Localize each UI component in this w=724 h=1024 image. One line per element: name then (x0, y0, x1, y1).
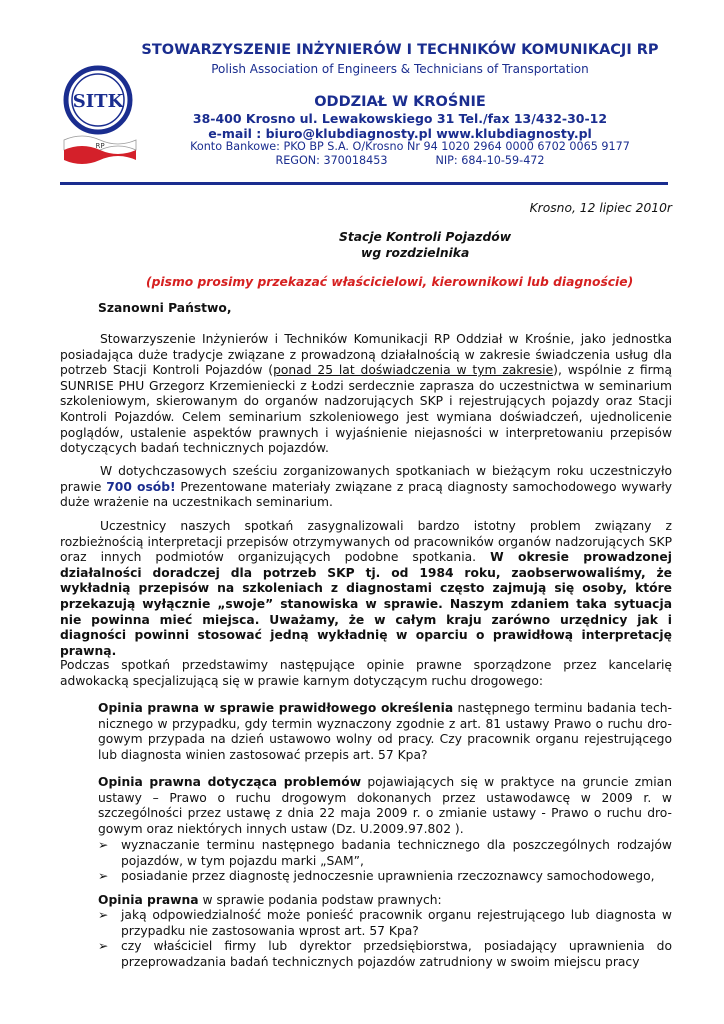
regon-nip (110, 154, 710, 167)
list-item: ➢ czy właściciel firmy lub dyrektor przedsiębiorstwa, posiadający uprawnienia do przeprowadzania badań technicznych pojazdów zatrudniony w swoim miejscu pracy (98, 939, 672, 969)
opinion-3: Opinia prawna w sprawie podania podstaw prawnych: (98, 893, 442, 907)
address: 38-400 Krosno ul. Lewakowskiego 31 Tel./fax 13/432-30-12 (192, 111, 608, 126)
forward-note: (pismo prosimy przekazać właścicielowi, kierownikowi lub diagnoście) (146, 275, 634, 289)
bullet-arrow-icon: ➢ (98, 869, 109, 883)
header-divider (60, 182, 668, 185)
logo-sub: RP (95, 142, 105, 150)
list-item: ➢ posiadanie przez diagnostę jednoczesnie uprawnienia rzeczoznawcy samochodowego, (98, 869, 655, 883)
paragraph-3: Uczestnicy naszych spotkań zasygnalizowali bardzo istotny problem związany z rozbieżnością interpretacji przepisów otrzymywanych od pracowników organów nadzorujących SKP oraz innych podmiotów organizujących podobne spotkania. W okresie prowadzonej działalności doradczej dla potrzeb SKP tj. od 1984 roku, zaobserwowaliśmy, że wykładnią przepisów na szkoleniach z diagnostami często zajmują się osoby, które przekazują wyłącznie „swoje” stanowiska w sprawie. Naszym zdaniem taka sytuacja nie powinna mieć miejsca. Uważamy, że w całym kraju zarówno urzędnicy jak i diagności powinni stosować jedną wykładnię w oparciu o prawidłową interpretację prawną. (60, 519, 672, 658)
bank-account: Konto Bankowe: PKO BP S.A. O/Krosno Nr 94 1020 2964 0000 6702 0065 9177 (190, 140, 630, 153)
opinion-2: Opinia prawna dotycząca problemów pojawiających się w praktyce na gruncie zmian ustawy – Prawo o ruchu drogowym dokonanych przez ustawodawcę w 2009 r. w szczególności przez ustawę z dnia 22 maja 2009 r. o zmianie ustawy - Prawo o ruchu dro-gowym oraz niektórych innych ustaw (Dz. U.2009.97.802 ). (98, 775, 672, 836)
bullet-arrow-icon: ➢ (98, 908, 109, 922)
bullet-arrow-icon: ➢ (98, 939, 109, 953)
letter-date: Krosno, 12 lipiec 2010r (529, 201, 672, 215)
recipient-line-1: Stacje Kontroli Pojazdów (339, 230, 512, 244)
paragraph-1: Stowarzyszenie Inżynierów i Techników Komunikacji RP Oddział w Krośnie, jako jednostka posiadająca duże tradycje związane z prowadzoną działalnością w zakresie świadczenia usług dla potrzeb Stacji Kontroli Pojazdów (ponad 25 lat doświadczenia w tym zakresie), wspólnie z firmą SUNRISE PHU Grzegorz Krzemieniecki z Łodzi serdecznie zaprasza do uczestnictwa w seminarium szkoleniowym, skierowanym do organów nadzorujących SKP i rejestrujących pojazdy oraz Stacji Kontroli Pojazdów. Celem seminarium szkoleniowego jest wymiana doświadczeń, ujednolicenie poglądów, ustalenie aspektów prawnych i wyjaśnienie niejasności w interpretowaniu przepisów dotyczących badań technicznych pojazdów. (60, 332, 672, 456)
regon: REGON: 370018453 (275, 154, 388, 167)
nip: NIP: 684-10-59-472 (435, 154, 545, 167)
list-item: ➢ wyznaczanie terminu następnego badania technicznego dla poszczególnych rodzajów pojazdów, w tym pojazdu marki „SAM”, (98, 838, 672, 868)
org-name-en: Polish Association of Engineers & Technicians of Transportation (211, 62, 589, 76)
recipient-line-2: wg rozdzielnika (361, 246, 470, 260)
paragraph-2: W dotychczasowych sześciu zorganizowanych spotkaniach w bieżącym roku uczestniczyło prawie 700 osób! Prezentowane materiały związane z pracą diagnosty samochodowego wywarły duże wrażenie na uczestnikach seminarium. (60, 464, 672, 510)
paragraph-4: Podczas spotkań przedstawimy następujące opinie prawne sporządzone przez kancelarię adwokacką specjalizującą się w prawie karnym dotyczącym ruchu drogowego: (60, 658, 672, 688)
list-item: ➢ jaką odpowiedzialność może ponieść pracownik organu rejestrującego lub diagnosta w przypadku nie zastosowania wprost art. 57 Kpa? (98, 908, 672, 938)
paragraph-3-bold: W okresie prowadzonej działalności doradczej dla potrzeb SKP tj. od 1984 roku, zaobserwowaliśmy, że wykładnią przepisów na szkoleniach z diagnostami często zajmują się osoby, które przekazują wyłącznie „swoje” stanowiska w sprawie. Naszym zdaniem taka sytuacja nie powinna mieć miejsca. Uważamy, że w całym kraju zarówno urzędnicy jak i diagności powinni stosować jedną wykładnię w oparciu o prawidłową interpretację prawną. (60, 550, 672, 658)
logo-letters: SITK (72, 91, 124, 112)
opinion-1: Opinia prawna w sprawie prawidłowego określenia następnego terminu badania tech-nicznego w przypadku, gdy termin wyznaczony zgodnie z art. 81 ustawy Prawo o ruchu dro-gowym przypada na dzień ustawowo wolny od pracy. Czy pracownik organu rejestrującego lub diagnosta winien zastosować przepis art. 57 Kpa? (98, 701, 672, 762)
bullet-arrow-icon: ➢ (98, 838, 109, 852)
branch-name: ODDZIAŁ W KROŚNIE (314, 94, 486, 110)
org-name: STOWARZYSZENIE INŻYNIERÓW I TECHNIKÓW KOMUNIKACJI RP (141, 42, 659, 58)
attendees-count: 700 osób! (106, 479, 176, 494)
email-line: e-mail : biuro@klubdiagnosty.pl www.klubdiagnosty.pl (208, 126, 592, 141)
experience-underline: ponad 25 lat doświadczenia w tym zakresie (273, 363, 554, 378)
salutation: Szanowni Państwo, (98, 301, 232, 315)
